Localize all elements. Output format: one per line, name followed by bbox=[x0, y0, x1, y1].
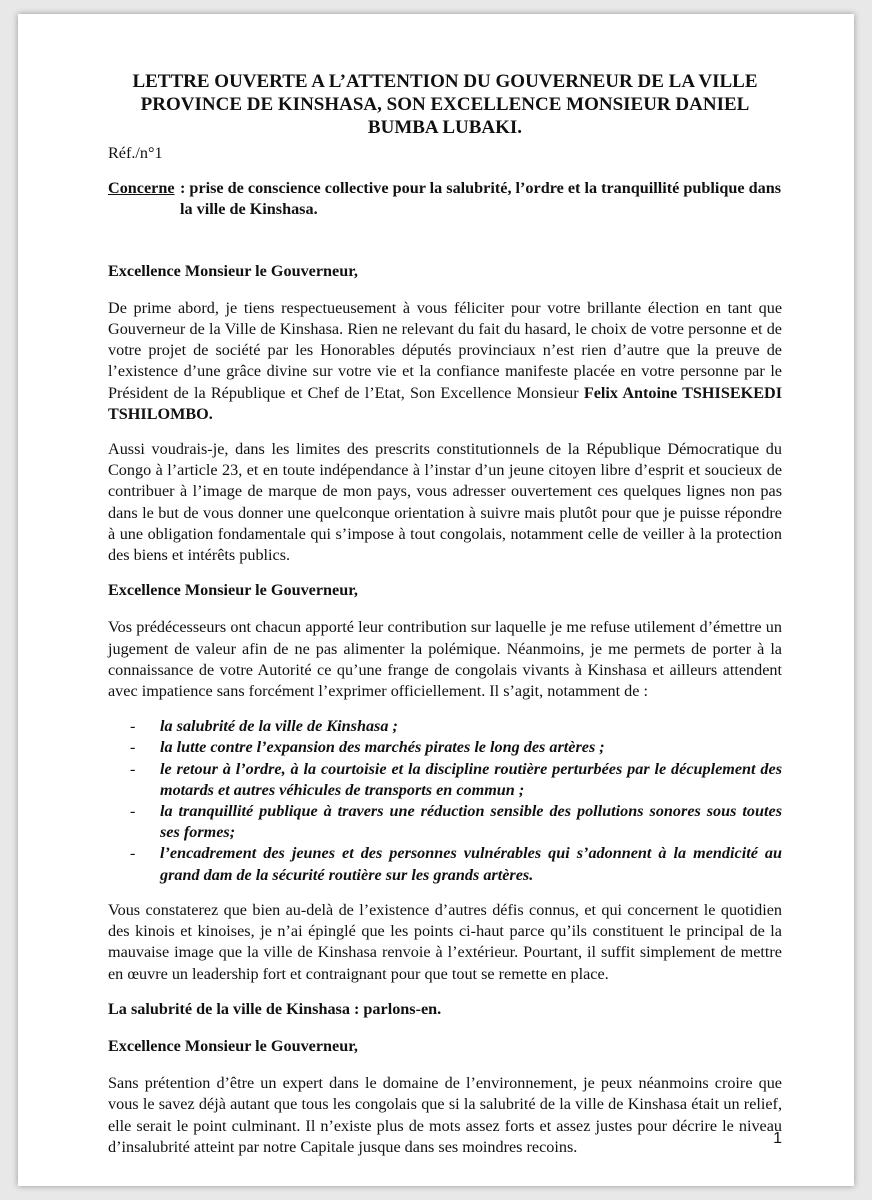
paragraph-1 bbox=[108, 298, 782, 425]
paragraph-1-text: De prime abord, je tiens respectueusement à vous féliciter pour votre brillante élection en tant que Gouverneur de la Ville de Kinshasa. Rien ne relevant du fait du hasard, le choix de votre personne et de votre projet de société par les Honorables députés provinciaux n’est rien d’autre que la preuve de l’existence d’une grâce divine sur votre vie et la confiance manifeste placée en votre personne par le Président de la République et Chef de l’Etat, Son Excellence Monsieur bbox=[108, 298, 782, 402]
list-dash: - bbox=[130, 717, 136, 736]
list-dash: - bbox=[130, 802, 136, 821]
subject-label: Concerne bbox=[108, 179, 175, 198]
document-page bbox=[18, 14, 854, 1186]
list-item: - la lutte contre l’expansion des marchés pirates le long des artères ; bbox=[108, 737, 782, 758]
page-number: 1 bbox=[773, 1130, 782, 1147]
paragraph-2: Aussi voudrais-je, dans les limites des prescrits constitutionnels de la République Démocratique du Congo à l’article 23, et en toute indépendance à l’instar d’un jeune citoyen libre d’esprit et soucieux de contribuer à l’image de marque de mon pays, vous adresser ouvertement ces quelques lignes non pas dans le but de vous donner une quelconque orientation à suivre mais plutôt pour que je puisse répondre à une obligation fondamentale qui s’impose à tout congolais, notamment celle de veiller à la protection des biens et intérêts publics. bbox=[108, 440, 782, 565]
paragraph-4: Vous constaterez que bien au-delà de l’existence d’autres défis connus, et qui concernent le quotidien des kinois et kinoises, je n’ai épinglé que les points ci-haut parce qu’ils constituent le principal de la mauvaise image que la ville de Kinshasa renvoie à l’extérieur. Pourtant, il suffit simplement de mettre en œuvre un leadership fort et contraignant pour que tout se remette en place. bbox=[108, 900, 782, 983]
letter-body bbox=[108, 70, 782, 1172]
list-dash: - bbox=[130, 844, 136, 863]
subject-line bbox=[108, 178, 782, 220]
letter-title: LETTRE OUVERTE A L’ATTENTION DU GOUVERNEUR DE LA VILLE PROVINCE DE KINSHASA, SON EXCELLENCE MONSIEUR DANIEL BUMBA LUBAKI. bbox=[132, 71, 758, 138]
priority-list bbox=[108, 716, 782, 886]
president-name: Felix Antoine TSHISEKEDI TSHILOMBO. bbox=[108, 383, 782, 423]
list-item: - la tranquillité publique à travers une réduction sensible des pollutions sonores sous toutes ses formes; bbox=[130, 802, 782, 842]
list-item: - l’encadrement des jeunes et des personnes vulnérables qui s’adonnent à la mendicité au grand dam de la sécurité routière sur les grands artères. bbox=[130, 844, 782, 884]
paragraph-5: Sans prétention d’être un expert dans le domaine de l’environnement, je peux néanmoins croire que vous le savez déjà autant que tous les congolais que si la salubrité de la ville de Kinshasa était un relief, elle serait le point culminant. Il n’existe plus de mots assez forts et assez justes pour décrire le niveau d’insalubrité atteint par notre Capitale jusque dans ses moindres recoins. bbox=[108, 1074, 782, 1156]
list-item: - le retour à l’ordre, à la courtoisie et la discipline routière perturbées par le décuplement des motards et autres véhicules de transports en commun ; bbox=[130, 759, 782, 799]
salutation-2: Excellence Monsieur le Gouverneur, bbox=[108, 581, 358, 600]
salutation-3: Excellence Monsieur le Gouverneur, bbox=[108, 1036, 358, 1055]
salutation: Excellence Monsieur le Gouverneur, bbox=[108, 261, 358, 280]
list-dash: - bbox=[130, 759, 136, 778]
subject-text: : prise de conscience collective pour la salubrité, l’ordre et la tranquillité publique dans la ville de Kinshasa. bbox=[180, 179, 782, 219]
list-item: - la salubrité de la ville de Kinshasa ; bbox=[108, 716, 782, 737]
reference-number: Réf./n°1 bbox=[108, 144, 163, 162]
section-heading: La salubrité de la ville de Kinshasa : parlons-en. bbox=[108, 999, 442, 1018]
list-dash: - bbox=[130, 738, 136, 757]
paragraph-3: Vos prédécesseurs ont chacun apporté leur contribution sur laquelle je me refuse utilement d’émettre un jugement de valeur afin de ne pas alimenter la polémique. Néanmoins, je me permets de porter à la connaissance de votre Autorité ce qu’une frange de congolais vivants à Kinshasa et ailleurs attendent avec impatience sans forcément l’exprimer officiellement. Il s’agit, notamment de : bbox=[108, 618, 782, 701]
